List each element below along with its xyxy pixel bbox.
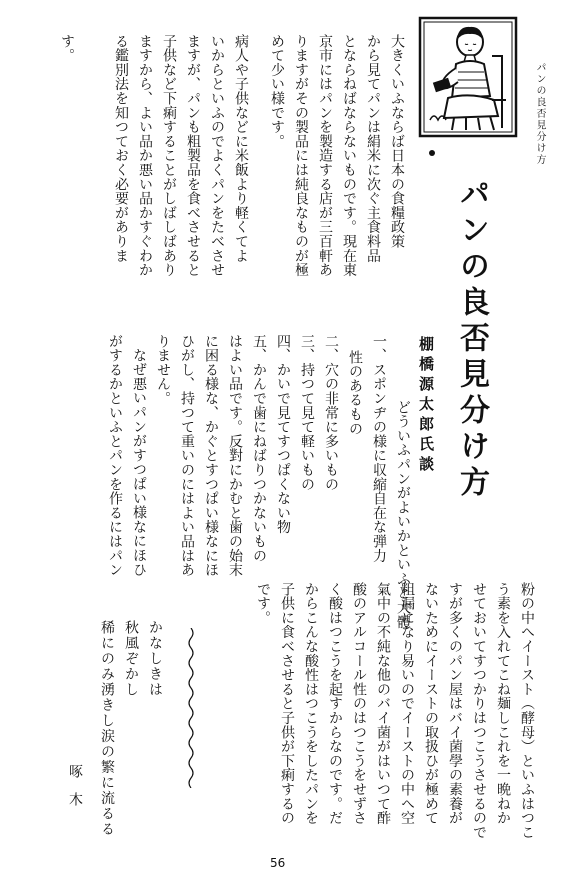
poem-attribution: 啄木 xyxy=(67,764,83,820)
body-column: 氣中の不純な他のバイ菌がはいつて酢 xyxy=(375,582,391,826)
list-item: 五、かんで歯にねばりつかないもの xyxy=(251,334,267,563)
body-column: がするかといふとパンを作るにはパン xyxy=(107,334,123,578)
list-item: 性のあるもの xyxy=(347,350,363,436)
body-column: ひがし、持つて重いのにはよい品はあ xyxy=(179,334,195,578)
body-column: う素を入れてこね麺しこれを一晩ねか xyxy=(495,582,511,826)
body-column: 粗漏になり易いのでイーストの中へ空 xyxy=(399,582,415,826)
body-column: どういふパンがよいかといふと大體 xyxy=(395,400,411,629)
body-column: 子供など下痢することがしばしばあり xyxy=(161,34,177,278)
body-column: 子供に食べさせると子供が下痢するの xyxy=(279,582,295,826)
intro-column: 大きくいふならば日本の食糧政策 xyxy=(389,34,405,249)
wavy-divider xyxy=(186,628,196,788)
intro-column: から見てパンは絹米に次ぐ主食料品 xyxy=(365,34,381,263)
poem-line: 稀にのみ湧きし涙の繁に流るる xyxy=(99,620,115,837)
article-title: パンの良否見分け方 xyxy=(454,178,489,502)
intro-column: 京市にはパンを製造する店が三百軒あ xyxy=(317,34,333,278)
body-column: に困る様な、かぐとすつぱい様なにほ xyxy=(203,334,219,578)
body-column: 病人や子供などに米飯より軽くてよ xyxy=(233,34,249,263)
list-item: 四、かいで見てすつぱくない物 xyxy=(275,334,291,535)
body-column: 酸のアルコール性のはつこうをせずさ xyxy=(351,582,367,826)
intro-column: りますがその製品には純良なものが極 xyxy=(293,34,309,278)
body-column: ないためにイーストの取扱ひが極めて xyxy=(423,582,439,826)
body-column: 粉の中へイースト（酵母）といふはつこ xyxy=(519,582,535,840)
body-column: く酸はつこうを起すからなのです。だ xyxy=(327,582,343,826)
body-column: る鑑別法を知つておく必要がありま xyxy=(113,34,129,263)
body-column: からこんな酸性はつこうをしたパンを xyxy=(303,582,319,826)
body-column: ますが、パンも粗製品を食べさせると xyxy=(185,34,201,278)
list-item: 二、穴の非常に多いもの xyxy=(323,334,339,492)
body-column: りません。 xyxy=(155,334,171,406)
body-column: ますから、よい品か悪い品かすぐわか xyxy=(137,34,153,278)
list-item: 三、持つて見て軽いもの xyxy=(299,334,315,492)
intro-column: とならねばならないものです。現在東 xyxy=(341,34,357,278)
poem-line: 秋風ぞかし xyxy=(123,620,139,698)
running-head: パンの良否見分け方 xyxy=(534,62,545,166)
woman-reading-illustration xyxy=(418,16,518,138)
body-column: いからといふのでよくパンをたべさせ xyxy=(209,34,225,278)
body-column: すが多くのパン屋はバイ菌學の素養が xyxy=(447,582,463,826)
author-byline: 棚橋源太郎氏談 xyxy=(417,336,435,476)
poem-line: かなしきは xyxy=(147,620,163,698)
body-column: なぜ悪いパンがすつぱい様なにほひ xyxy=(131,348,147,577)
page-number: 56 xyxy=(270,856,286,870)
intro-column: めて少い様です。 xyxy=(269,34,285,149)
body-column: です。 xyxy=(255,582,271,625)
list-item: 一、スポンヂの様に収縮自在な弾力 xyxy=(371,334,387,563)
body-column: せておいてすつかりはつこうさせるので xyxy=(471,582,487,840)
body-column: はよい品です。反對にかむと歯の始末 xyxy=(227,334,243,578)
ornament-dot xyxy=(429,150,435,156)
body-column: す。 xyxy=(59,34,75,63)
